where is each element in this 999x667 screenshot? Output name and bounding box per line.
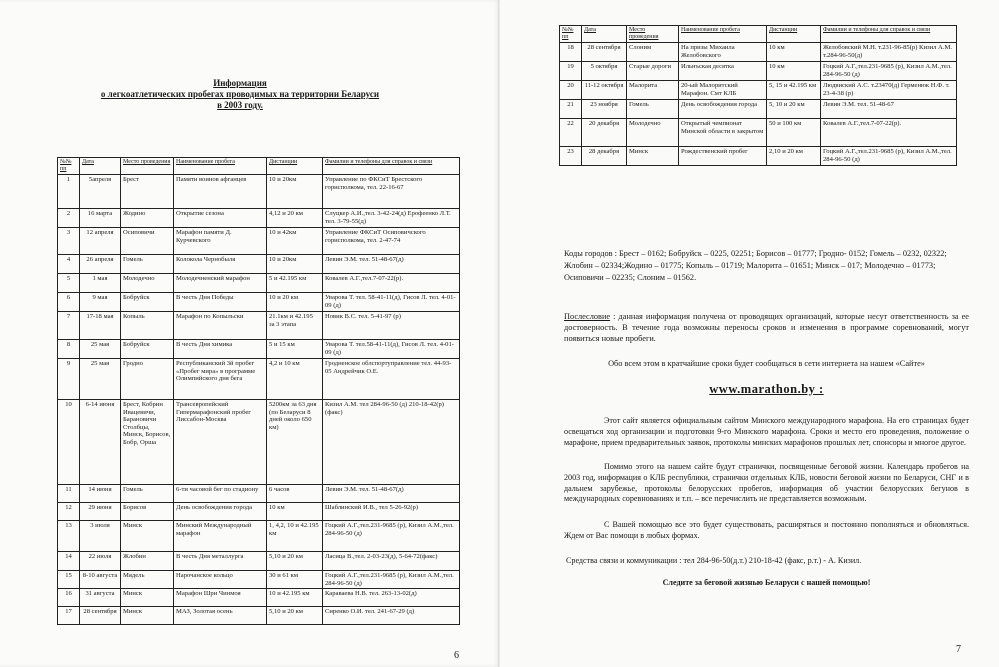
cell-venue: Гомель	[121, 255, 174, 274]
cell-race-name: В честь Дня Победы	[174, 293, 267, 312]
website-description: Этот сайт является официальным сайтом Минского международного марафона. На его страницах будет освещаться ход организации и подготовки 9-го Минского марафона. Сроки и место его проведения, положение о марафоне, прием предварительных заявок, протоколы минских марафонов прошлых лет, спонсоры и многое другое.	[564, 416, 969, 447]
cell-distances: 10 и 20км	[267, 255, 323, 274]
header-distances: Дистанции	[767, 26, 821, 43]
afterword-label: Послесловие	[564, 312, 611, 321]
website-link[interactable]: www.marathon.by :	[709, 382, 824, 396]
cell-date: 11-12 октября	[582, 81, 627, 100]
cell-venue: Осиповичи	[121, 228, 174, 255]
cell-race-name: День освобождения города	[174, 503, 267, 521]
cell-race-name: Открытый чемпионат Минской области в закрытом	[679, 119, 767, 147]
cell-race-name: Памяти воинов афганцев	[174, 175, 267, 209]
cell-distances: 10 и 42км	[267, 228, 323, 255]
page-number-right: 7	[956, 644, 961, 655]
cell-contacts: Людвиский А.С. т.23470(д) Герменюк Н.Ф. т. 23-4-38 (р)	[821, 81, 957, 100]
table-row	[560, 119, 957, 147]
cell-race-name: Молодечненский марафон	[174, 274, 267, 293]
cell-race-name: В честь Дня металлурга	[174, 552, 267, 571]
cell-contacts: Сиренко О.И. тел. 241-67-29 (д)	[323, 607, 460, 625]
cell-date: 28 сентября	[80, 607, 121, 625]
cell-venue: Копыль	[121, 312, 174, 340]
cell-date: 5апреля	[80, 175, 121, 209]
cell-distances: 10 км	[767, 43, 821, 62]
cell-contacts: Левин Э.М. тел. 51-48-67(д)	[323, 485, 460, 503]
cell-contacts: Уварова Т. тел. 58-41-11(д), Гисов Л. тел. 4-01-09 (д)	[323, 293, 460, 312]
cell-date: 28 сентября	[582, 43, 627, 62]
cell-race-name: Нарочанское кольцо	[174, 571, 267, 589]
cell-row-number: 17	[58, 607, 80, 625]
cell-date: 22 июля	[80, 552, 121, 571]
cell-venue: Минск	[121, 589, 174, 607]
cell-venue: Брест	[121, 175, 174, 209]
cell-venue: Минск	[121, 607, 174, 625]
table-row	[58, 359, 460, 400]
cell-row-number: 5	[58, 274, 80, 293]
cell-date: 14 июня	[80, 485, 121, 503]
cell-distances: 6 часов	[267, 485, 323, 503]
cell-venue: Жодино	[121, 209, 174, 228]
cell-contacts: Ковалев А.Г.,тел.7-07-22(р).	[323, 274, 460, 293]
cell-race-name: МАЗ, Золотая осень	[174, 607, 267, 625]
website-announcement: Обо всем этом в кратчайшие сроки будет сообщаться в сети интернета на нашем «Сайте»	[608, 359, 925, 368]
table-row	[58, 293, 460, 312]
cell-venue: Минск	[627, 147, 679, 166]
cell-row-number: 13	[58, 521, 80, 552]
table-row	[58, 228, 460, 255]
cell-date: 23 ноября	[582, 100, 627, 119]
cell-race-name: Колокола Чернобыля	[174, 255, 267, 274]
cell-date: 5 октября	[582, 62, 627, 81]
table-body	[58, 175, 460, 625]
document-title	[90, 78, 390, 111]
header-row-number: №№ пп	[560, 26, 582, 43]
cell-date: 25 мая	[80, 340, 121, 359]
table-row	[58, 274, 460, 293]
cell-distances: 2,10 и 20 км	[767, 147, 821, 166]
cell-row-number: 18	[560, 43, 582, 62]
cell-row-number: 12	[58, 503, 80, 521]
contacts: Средства связи и коммуникации : тел 284-96-50(д.т.) 210-18-42 (факс, р.т.) - А. Кизил.	[566, 556, 862, 565]
cell-distances: 1, 4,2, 10 и 42.195 км	[267, 521, 323, 552]
cell-race-name: Республиканский 3й пробег «Пробег мира» в программе Олимпийского дня бега	[174, 359, 267, 400]
cell-contacts: Гоцкий А.Г.,тел.231-9685 (р), Кизил А.М.,тел. 284-96-50 (д)	[821, 147, 957, 166]
cell-row-number: 10	[58, 400, 80, 485]
cell-row-number: 23	[560, 147, 582, 166]
table-row	[560, 81, 957, 100]
title-line-2: о легкоатлетических пробегах проводимых на территории Беларуси	[100, 89, 380, 99]
cell-distances: 30 и 61 км	[267, 571, 323, 589]
cell-date: 1 мая	[80, 274, 121, 293]
title-line-1: Информация	[213, 78, 267, 88]
cell-distances: 21.1км и 42.195 за 3 этапа	[267, 312, 323, 340]
cell-distances: 10 и 42.195 км	[267, 589, 323, 607]
cell-contacts: Гродненское облспортуправление тел. 44-93-05 Андрейчик О.Е.	[323, 359, 460, 400]
cell-distances: 4,2 и 10 км	[267, 359, 323, 400]
cell-distances: 5, 15 и 42.195 км	[767, 81, 821, 100]
cell-date: 12 апреля	[80, 228, 121, 255]
cell-contacts: Ковалев А.Г.,тел.7-07-22(р).	[821, 119, 957, 147]
cell-distances: 4,12 и 20 км	[267, 209, 323, 228]
cell-row-number: 9	[58, 359, 80, 400]
cell-distances: 10 и 20 км	[267, 293, 323, 312]
cell-date: 28 декабря	[582, 147, 627, 166]
cell-venue: Гомель	[627, 100, 679, 119]
cell-row-number: 20	[560, 81, 582, 100]
table-row	[58, 589, 460, 607]
cell-venue: Старые дороги	[627, 62, 679, 81]
cell-venue: Мядель	[121, 571, 174, 589]
cell-distances: 10 км	[767, 62, 821, 81]
cell-venue: Жлобин	[121, 552, 174, 571]
cell-contacts: Гоцкий А.Г.,тел.231-9685 (р), Кизил А.М.,тел. 284-96-50 (д)	[323, 521, 460, 552]
cell-venue: Бобруйск	[121, 293, 174, 312]
header-race-name: Наименование пробега	[679, 26, 767, 43]
cell-race-name: Марафон Шри Чинмоя	[174, 589, 267, 607]
cell-contacts: Желобовский М.Н. т.231-96-85(р) Кизил А.М. т.284-96-50(д)	[821, 43, 957, 62]
table-row	[58, 400, 460, 485]
cell-distances: 5 и 15 км	[267, 340, 323, 359]
table-row	[58, 209, 460, 228]
table-row	[560, 43, 957, 62]
cell-race-name: Ильнъская десятка	[679, 62, 767, 81]
cell-race-name: Марафон по Копыльски	[174, 312, 267, 340]
cell-row-number: 4	[58, 255, 80, 274]
cell-row-number: 7	[58, 312, 80, 340]
cell-venue: Брест, Кобрин Ивацевичи, Барановичи Столбцы, Минск, Борисов, Бобр, Орша	[121, 400, 174, 485]
cell-contacts: Левин Э.М. тел. 51-48-67	[821, 100, 957, 119]
table-header-row	[560, 26, 957, 43]
afterword-text: : данная информация получена от проводящих организаций, которые несут ответственность за ее достоверность. В течение года возможны переносы сроков и изменения в программе соревнований, могут появиться новые пробеги.	[564, 312, 969, 343]
cell-distances: 5 и 42.195 км	[267, 274, 323, 293]
header-contacts: Фамилии и телефоны для справок и связи	[323, 158, 460, 175]
table-row	[58, 312, 460, 340]
table-row	[58, 552, 460, 571]
cell-distances: 5, 10 и 20 км	[767, 100, 821, 119]
cell-race-name: 20-ый Малоритский Марафон. Смт КЛБ	[679, 81, 767, 100]
cell-row-number: 16	[58, 589, 80, 607]
afterword	[564, 311, 969, 344]
cell-row-number: 22	[560, 119, 582, 147]
cell-date: 29 июня	[80, 503, 121, 521]
cell-distances: 50 и 100 км	[767, 119, 821, 147]
table-row	[58, 255, 460, 274]
cell-row-number: 15	[58, 571, 80, 589]
cell-venue: Молодечно	[627, 119, 679, 147]
cell-date: 25 мая	[80, 359, 121, 400]
table-row	[560, 100, 957, 119]
header-venue: Место проведения	[121, 158, 174, 175]
table-row	[58, 521, 460, 552]
cell-venue: Борисов	[121, 503, 174, 521]
cell-race-name: Марафон памяти Д. Курчевского	[174, 228, 267, 255]
cell-row-number: 2	[58, 209, 80, 228]
cell-race-name: Открытие сезона	[174, 209, 267, 228]
table-row	[58, 175, 460, 209]
cell-row-number: 3	[58, 228, 80, 255]
cell-date: 26 апреля	[80, 255, 121, 274]
cell-date: 20 декабря	[582, 119, 627, 147]
table-header-row	[58, 158, 460, 175]
header-venue: Место проведения	[627, 26, 679, 43]
cell-contacts: Слуцкер А.И.,тел. 3-42-24(д) Ерофеенко Л.Т. тел. 3-79-55(д)	[323, 209, 460, 228]
table-row	[58, 607, 460, 625]
cell-race-name: В честь Дня химика	[174, 340, 267, 359]
cell-race-name: День освобождения города	[679, 100, 767, 119]
header-row-number: №№ пп	[58, 158, 80, 175]
header-race-name: Наименование пробега	[174, 158, 267, 175]
cell-row-number: 14	[58, 552, 80, 571]
table-row	[560, 62, 957, 81]
title-line-3: в 2003 году.	[217, 100, 263, 110]
help-appeal: С Вашей помощью все это будет существовать, расширяться и постоянно пополняться и обновляться. Ждем от Вас помощи в любых формах.	[564, 520, 969, 540]
cell-venue: Молодечно	[121, 274, 174, 293]
cell-distances: 10 и 20км	[267, 175, 323, 209]
right-page	[500, 0, 999, 667]
cell-venue: Минск	[121, 521, 174, 552]
cell-contacts: Уварова Т. тел.58-41-11(д), Гисов Л. тел. 4-01-09 (д)	[323, 340, 460, 359]
header-distances: Дистанции	[267, 158, 323, 175]
cell-contacts: Левин Э.М. тел. 51-48-67(д)	[323, 255, 460, 274]
cell-venue: Гродно	[121, 359, 174, 400]
cell-contacts: Кизил А.М. тел 284-96-50 (д) 210-18-42(р) (факс)	[323, 400, 460, 485]
cell-venue: Гомель	[121, 485, 174, 503]
cell-distances: 10 км	[267, 503, 323, 521]
cell-contacts: Гоцкий А.Г.,тел.231-9685 (р), Кизил А.М.,тел. 284-96-50 (д)	[821, 62, 957, 81]
cell-date: 9 мая	[80, 293, 121, 312]
cell-race-name: Рождественский пробег	[679, 147, 767, 166]
cell-contacts: Шаблинский И.В., тел 5-26-92(р)	[323, 503, 460, 521]
cell-race-name: На призы Михаила Желобовского	[679, 43, 767, 62]
cell-date: 3 июля	[80, 521, 121, 552]
header-date: Дата	[80, 158, 121, 175]
cell-date: 31 августа	[80, 589, 121, 607]
cell-distances: 5,10 и 20 км	[267, 607, 323, 625]
cell-date: 8-10 августа	[80, 571, 121, 589]
website-sections: Помимо этого на нашем сайте будут странички, посвященные беговой жизни. Календарь пробегов на 2003 год, информация о КЛБ республики, странички отдельных КЛБ, новости беговой жизни по Беларуси, СНГ и в дальнем зарубежье, протоколы белорусских пробегов, информация об участии белорусских бегунов в международных соревнованиях и т.п. – все перечислить не представляется возможным.	[564, 462, 969, 504]
cell-row-number: 8	[58, 340, 80, 359]
table-row	[58, 503, 460, 521]
cell-contacts: Гоцкий А.Г.,тел.231-9685 (р), Кизил А.М.,тел. 284-96-50 (д)	[323, 571, 460, 589]
cell-row-number: 21	[560, 100, 582, 119]
cell-row-number: 6	[58, 293, 80, 312]
cell-race-name: 6-ти часовой бег по стадиону	[174, 485, 267, 503]
events-table-right	[559, 25, 957, 166]
table-row	[560, 147, 957, 166]
cell-contacts: Новик В.С. тел. 5-41-97 (р)	[323, 312, 460, 340]
cell-date: 17-18 мая	[80, 312, 121, 340]
table-row	[58, 485, 460, 503]
cell-distances: 5,10 и 20 км	[267, 552, 323, 571]
table-body	[560, 43, 957, 166]
events-table-left	[57, 157, 460, 625]
cell-venue: Малорита	[627, 81, 679, 100]
cell-date: 6-14 июня	[80, 400, 121, 485]
cell-race-name: Трансевропейский Гипермарафонский пробег Лиссабон-Москва	[174, 400, 267, 485]
cell-venue: Слоним	[627, 43, 679, 62]
cell-row-number: 19	[560, 62, 582, 81]
slogan: Следите за беговой жизнью Беларуси с нашей помощью!	[662, 578, 871, 587]
header-contacts: Фамилии и телефоны для справок и связи	[821, 26, 957, 43]
cell-contacts: Управление ФКСиТ Осиповичского горисполкома, тел. 2-47-74	[323, 228, 460, 255]
cell-race-name: Минский Международный марафон	[174, 521, 267, 552]
page-number-left: 6	[454, 650, 459, 661]
city-codes: Коды городов : Брест – 0162; Бобруйск – 0225, 02251; Борисов – 01777; Гродно- 0152; Гомель – 0232, 02322; Жлобин – 02334;Жодино – 01775; Копыль – 01719; Малорита – 01651; Минск – 017; Молодечно – 01773; Осиповичи – 02235; Слоним – 01562.	[564, 249, 947, 282]
table-row	[58, 571, 460, 589]
table-row	[58, 340, 460, 359]
cell-date: 16 марта	[80, 209, 121, 228]
cell-contacts: Ласица В.,тел. 2-03-23(д), 5-64-72(факс)	[323, 552, 460, 571]
cell-distances: 5200км за 63 дня (по Беларуси 8 дней около 650 км)	[267, 400, 323, 485]
cell-row-number: 11	[58, 485, 80, 503]
header-date: Дата	[582, 26, 627, 43]
cell-venue: Бобруйск	[121, 340, 174, 359]
cell-contacts: Караваева Н.В. тел. 263-13-02(д)	[323, 589, 460, 607]
cell-contacts: Управление по ФКСиТ Брестского горисполкома, тел. 22-16-67	[323, 175, 460, 209]
cell-row-number: 1	[58, 175, 80, 209]
